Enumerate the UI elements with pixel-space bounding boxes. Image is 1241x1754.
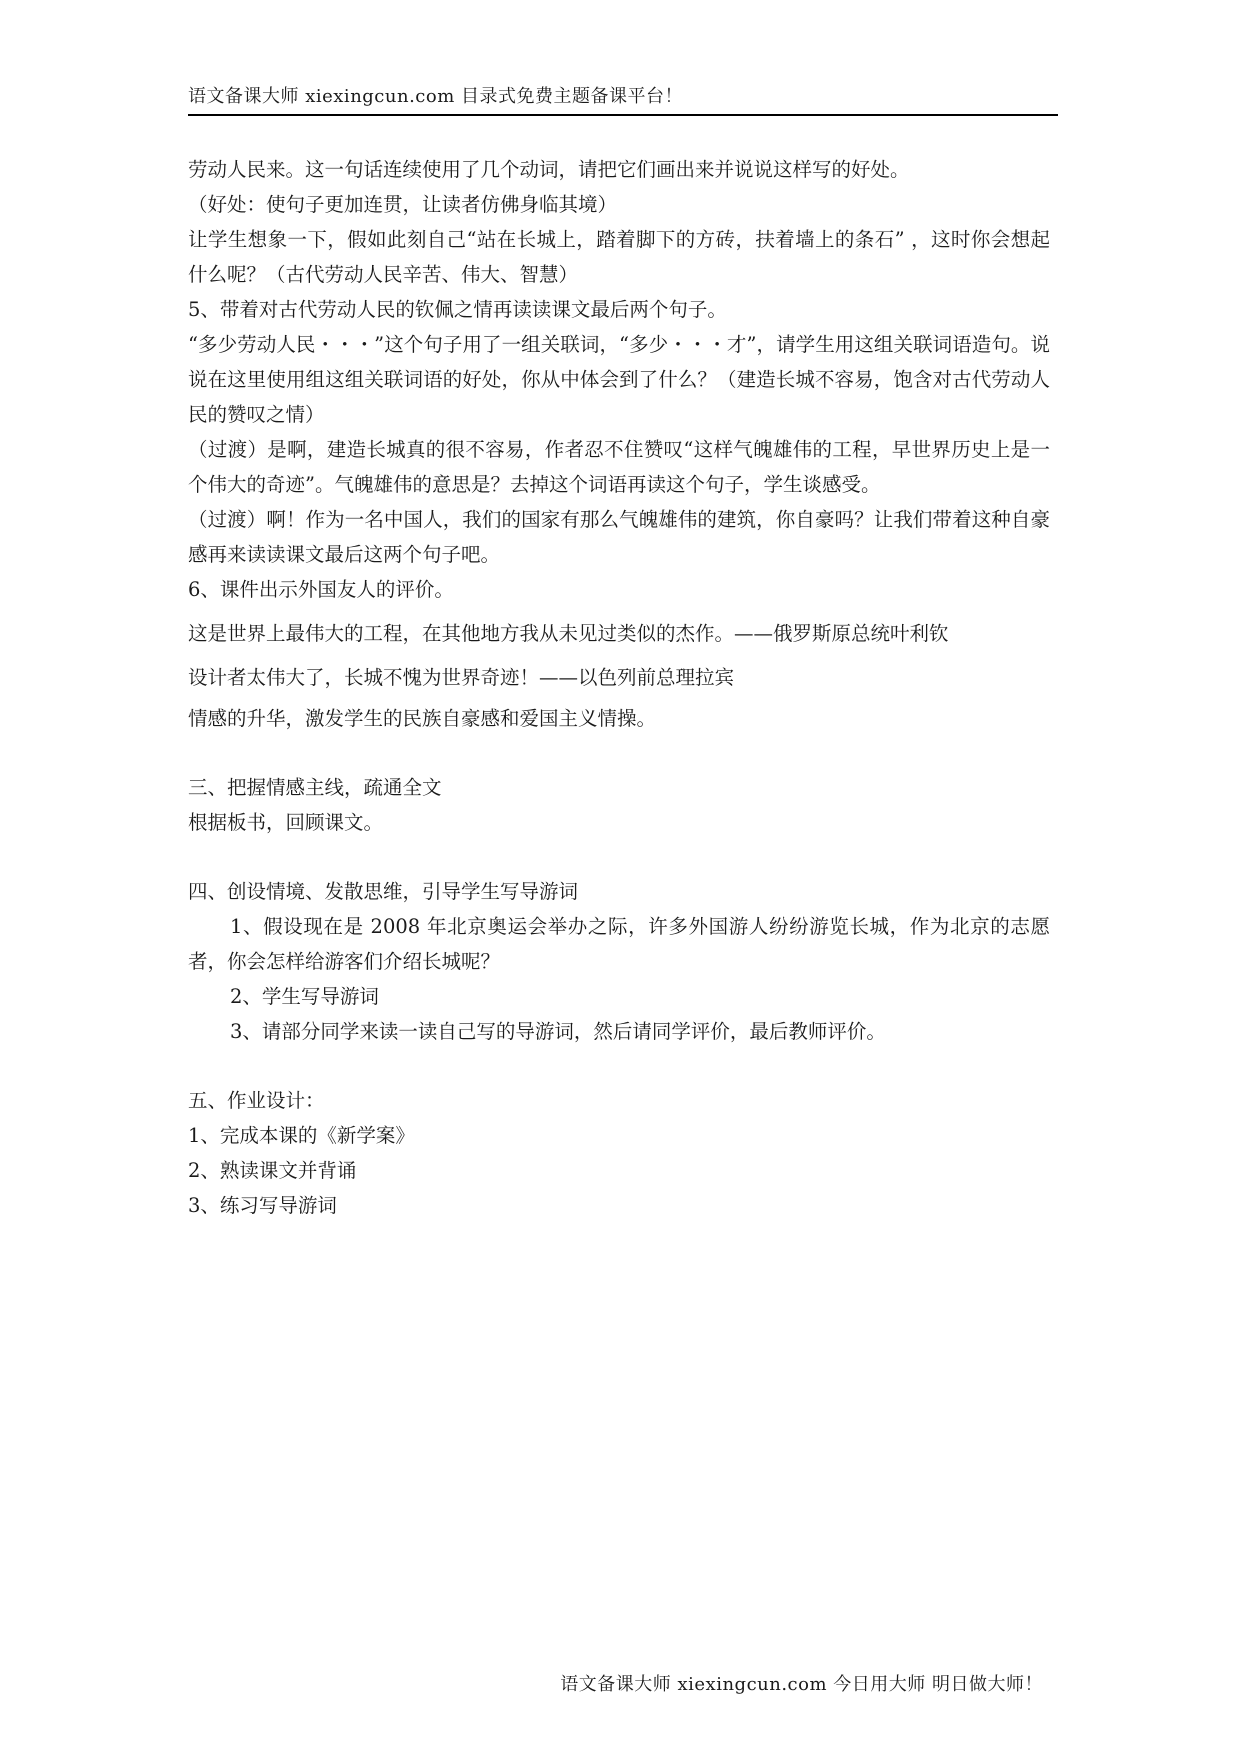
paragraph: 根据板书，回顾课文。	[188, 811, 384, 834]
document-body	[188, 152, 1050, 1223]
list-item: 1、假设现在是 2008 年北京奥运会举办之际，许多外国游人纷纷游览长城，作为北京的志愿者，你会怎样给游客们介绍长城呢？	[188, 915, 1050, 973]
section-heading: 三、把握情感主线，疏通全文	[188, 776, 442, 799]
paragraph: “多少劳动人民・・・”这个句子用了一组关联词，“多少・・・才”，请学生用这组关联词语造句。说说在这里使用组这组关联词语的好处，你从中体会到了什么？（建造长城不容易，饱含对古代劳动人民的赞叹之情）	[188, 333, 1050, 426]
section-heading: 五、作业设计：	[188, 1089, 325, 1112]
paragraph: 情感的升华，激发学生的民族自豪感和爱国主义情操。	[188, 707, 657, 730]
paragraph: 6、课件出示外国友人的评价。	[188, 578, 454, 601]
page-header: 语文备课大师 xiexingcun.com 目录式免费主题备课平台！	[188, 86, 684, 107]
paragraph: （过渡）是啊，建造长城真的很不容易，作者忍不住赞叹“这样气魄雄伟的工程，早世界历史上是一个伟大的奇迹”。气魄雄伟的意思是？去掉这个词语再读这个句子，学生谈感受。	[188, 438, 1050, 496]
section-heading: 四、创设情境、发散思维，引导学生写导游词	[188, 880, 579, 903]
page-footer: 语文备课大师 xiexingcun.com 今日用大师 明日做大师！	[560, 1674, 1043, 1695]
list-item: 2、熟读课文并背诵	[188, 1159, 357, 1182]
list-item: 3、练习写导游词	[188, 1194, 337, 1217]
paragraph: 劳动人民来。这一句话连续使用了几个动词，请把它们画出来并说说这样写的好处。	[188, 158, 910, 181]
list-item: 3、请部分同学来读一读自己写的导游词，然后请同学评价，最后教师评价。	[230, 1020, 886, 1043]
header-divider	[188, 114, 1058, 116]
quote-paragraph: 设计者太伟大了，长城不愧为世界奇迹！——以色列前总理拉宾	[188, 666, 735, 689]
quote-paragraph: 这是世界上最伟大的工程，在其他地方我从未见过类似的杰作。——俄罗斯原总统叶利钦	[188, 622, 949, 645]
paragraph: （过渡）啊！作为一名中国人，我们的国家有那么气魄雄伟的建筑，你自豪吗？让我们带着这种自豪感再来读读课文最后这两个句子吧。	[188, 508, 1050, 566]
paragraph: （好处：使句子更加连贯，让读者仿佛身临其境）	[188, 193, 618, 216]
paragraph: 让学生想象一下，假如此刻自己“站在长城上，踏着脚下的方砖，扶着墙上的条石” ，这时你会想起什么呢？（古代劳动人民辛苦、伟大、智慧）	[188, 228, 1050, 286]
list-item: 2、学生写导游词	[230, 985, 379, 1008]
list-item: 1、完成本课的《新学案》	[188, 1124, 415, 1147]
paragraph: 5、带着对古代劳动人民的钦佩之情再读读课文最后两个句子。	[188, 298, 727, 321]
